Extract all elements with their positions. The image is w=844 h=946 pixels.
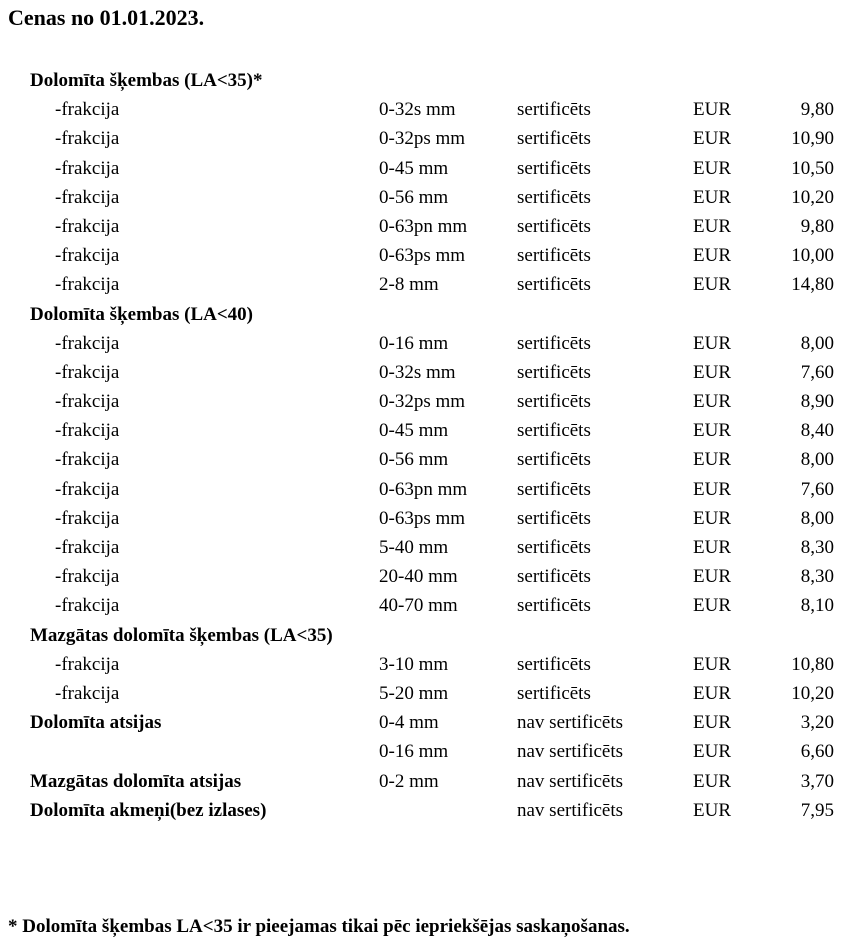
fraction-label: -frakcija bbox=[55, 99, 120, 121]
product-row bbox=[30, 708, 836, 737]
section-heading-text: Dolomīta šķembas (LA<40) bbox=[30, 303, 253, 325]
price-value: 9,80 bbox=[800, 215, 834, 237]
fraction-size: 0-32ps mm bbox=[379, 391, 466, 413]
currency-label: EUR bbox=[693, 391, 731, 413]
section-heading bbox=[30, 66, 836, 95]
fraction-size: 0-56 mm bbox=[379, 449, 449, 471]
price-row bbox=[30, 591, 836, 620]
fraction-size: 0-16 mm bbox=[379, 332, 449, 354]
fraction-size: 20-40 mm bbox=[379, 566, 458, 588]
price-value: 8,30 bbox=[800, 566, 834, 588]
currency-label: EUR bbox=[693, 741, 731, 763]
product-name: Dolomīta atsijas bbox=[30, 712, 162, 734]
certification-status: nav sertificēts bbox=[517, 799, 624, 821]
fraction-size: 0-45 mm bbox=[379, 420, 449, 442]
price-value: 10,50 bbox=[791, 157, 834, 179]
price-value: 10,20 bbox=[791, 186, 834, 208]
fraction-label: -frakcija bbox=[55, 391, 120, 413]
product-size: 0-2 mm bbox=[379, 770, 439, 792]
fraction-size: 40-70 mm bbox=[379, 595, 458, 617]
price-table bbox=[30, 66, 836, 825]
price-row bbox=[30, 416, 836, 445]
fraction-label: -frakcija bbox=[55, 682, 120, 704]
currency-label: EUR bbox=[693, 186, 731, 208]
certification-status: sertificēts bbox=[517, 507, 591, 529]
fraction-size: 0-63ps mm bbox=[379, 507, 466, 529]
price-value: 10,80 bbox=[791, 653, 834, 675]
price-row bbox=[30, 212, 836, 241]
currency-label: EUR bbox=[693, 361, 731, 383]
certification-status: nav sertificēts bbox=[517, 741, 624, 763]
certification-status: sertificēts bbox=[517, 595, 591, 617]
section-heading-text: Dolomīta šķembas (LA<35)* bbox=[30, 70, 263, 91]
certification-status: sertificēts bbox=[517, 420, 591, 442]
certification-status: sertificēts bbox=[517, 245, 591, 267]
fraction-size: 0-32s mm bbox=[379, 99, 456, 121]
price-row bbox=[30, 562, 836, 591]
fraction-label: -frakcija bbox=[55, 215, 120, 237]
fraction-size: 0-63ps mm bbox=[379, 245, 466, 267]
price-row bbox=[30, 329, 836, 358]
fraction-label: -frakcija bbox=[55, 449, 120, 471]
currency-label: EUR bbox=[693, 215, 731, 237]
price-value: 10,00 bbox=[791, 245, 834, 267]
price-value: 8,00 bbox=[800, 332, 834, 354]
price-value: 8,00 bbox=[800, 507, 834, 529]
fraction-size: 5-20 mm bbox=[379, 682, 449, 704]
fraction-size: 3-10 mm bbox=[379, 653, 449, 675]
fraction-label: -frakcija bbox=[55, 507, 120, 529]
price-value: 8,00 bbox=[800, 449, 834, 471]
fraction-label: -frakcija bbox=[55, 361, 120, 383]
fraction-label: -frakcija bbox=[55, 478, 120, 500]
currency-label: EUR bbox=[693, 566, 731, 588]
fraction-label: -frakcija bbox=[55, 128, 120, 150]
page-title: Cenas no 01.01.2023. bbox=[8, 5, 205, 30]
certification-status: sertificēts bbox=[517, 653, 591, 675]
fraction-label: -frakcija bbox=[55, 186, 120, 208]
currency-label: EUR bbox=[693, 507, 731, 529]
product-row bbox=[30, 767, 836, 796]
price-row bbox=[30, 124, 836, 153]
currency-label: EUR bbox=[693, 682, 731, 704]
fraction-label: -frakcija bbox=[55, 566, 120, 588]
fraction-size: 5-40 mm bbox=[379, 537, 449, 558]
certification-status: sertificēts bbox=[517, 215, 591, 237]
certification-status: sertificēts bbox=[517, 449, 591, 471]
certification-status: sertificēts bbox=[517, 186, 591, 208]
price-value: 7,60 bbox=[800, 478, 834, 500]
footnote: * Dolomīta šķembas LA<35 ir pieejamas tikai pēc iepriekšējas saskaņošanas. bbox=[8, 916, 630, 937]
product-size: 0-4 mm bbox=[379, 712, 439, 734]
fraction-size: 0-45 mm bbox=[379, 157, 449, 179]
section-heading-text: Mazgātas dolomīta šķembas (LA<35) bbox=[30, 624, 333, 646]
certification-status: sertificēts bbox=[517, 157, 591, 179]
fraction-label: -frakcija bbox=[55, 245, 120, 267]
fraction-label: -frakcija bbox=[55, 537, 120, 558]
certification-status: nav sertificēts bbox=[517, 770, 624, 792]
certification-status: sertificēts bbox=[517, 566, 591, 588]
fraction-label: -frakcija bbox=[55, 595, 120, 617]
certification-status: sertificēts bbox=[517, 537, 591, 558]
section-heading bbox=[30, 621, 836, 650]
price-row bbox=[30, 358, 836, 387]
price-value: 9,80 bbox=[800, 99, 834, 121]
price-row bbox=[30, 475, 836, 504]
certification-status: sertificēts bbox=[517, 682, 591, 704]
price-row bbox=[30, 95, 836, 124]
fraction-label: -frakcija bbox=[55, 274, 120, 296]
currency-label: EUR bbox=[693, 332, 731, 354]
currency-label: EUR bbox=[693, 245, 731, 267]
price-row bbox=[30, 445, 836, 474]
currency-label: EUR bbox=[693, 157, 731, 179]
price-row bbox=[30, 154, 836, 183]
price-row bbox=[30, 533, 836, 562]
currency-label: EUR bbox=[693, 799, 731, 821]
price-row bbox=[30, 504, 836, 533]
fraction-label: -frakcija bbox=[55, 653, 120, 675]
certification-status: sertificēts bbox=[517, 478, 591, 500]
price-row bbox=[30, 270, 836, 299]
fraction-label: -frakcija bbox=[55, 420, 120, 442]
currency-label: EUR bbox=[693, 595, 731, 617]
certification-status: sertificēts bbox=[517, 99, 591, 121]
fraction-size: 2-8 mm bbox=[379, 274, 439, 296]
price-value: 8,30 bbox=[800, 537, 834, 558]
fraction-size: 0-32s mm bbox=[379, 361, 456, 383]
currency-label: EUR bbox=[693, 712, 731, 734]
currency-label: EUR bbox=[693, 449, 731, 471]
price-row bbox=[30, 679, 836, 708]
currency-label: EUR bbox=[693, 770, 731, 792]
price-value: 8,10 bbox=[800, 595, 834, 617]
price-value: 10,90 bbox=[791, 128, 834, 150]
currency-label: EUR bbox=[693, 274, 731, 296]
price-value: 6,60 bbox=[800, 741, 834, 763]
product-size: 0-16 mm bbox=[379, 741, 449, 763]
price-value: 3,70 bbox=[800, 770, 834, 792]
currency-label: EUR bbox=[693, 128, 731, 150]
currency-label: EUR bbox=[693, 653, 731, 675]
fraction-size: 0-56 mm bbox=[379, 186, 449, 208]
price-row bbox=[30, 183, 836, 212]
currency-label: EUR bbox=[693, 537, 731, 558]
certification-status: nav sertificēts bbox=[517, 712, 624, 734]
price-value: 14,80 bbox=[791, 274, 834, 296]
currency-label: EUR bbox=[693, 99, 731, 121]
certification-status: sertificēts bbox=[517, 391, 591, 413]
price-value: 7,60 bbox=[800, 361, 834, 383]
certification-status: sertificēts bbox=[517, 361, 591, 383]
product-row bbox=[30, 737, 836, 766]
price-value: 10,20 bbox=[791, 682, 834, 704]
product-name: Dolomīta akmeņi(bez izlases) bbox=[30, 799, 267, 821]
currency-label: EUR bbox=[693, 478, 731, 500]
price-row bbox=[30, 387, 836, 416]
currency-label: EUR bbox=[693, 420, 731, 442]
section-heading bbox=[30, 300, 836, 329]
price-value: 3,20 bbox=[800, 712, 834, 734]
fraction-size: 0-32ps mm bbox=[379, 128, 466, 150]
price-value: 8,90 bbox=[800, 391, 834, 413]
fraction-label: -frakcija bbox=[55, 332, 120, 354]
certification-status: sertificēts bbox=[517, 332, 591, 354]
product-name: Mazgātas dolomīta atsijas bbox=[30, 770, 242, 792]
fraction-size: 0-63pn mm bbox=[379, 215, 468, 237]
product-row bbox=[30, 796, 836, 825]
price-value: 8,40 bbox=[800, 420, 834, 442]
fraction-size: 0-63pn mm bbox=[379, 478, 468, 500]
certification-status: sertificēts bbox=[517, 128, 591, 150]
price-row bbox=[30, 650, 836, 679]
price-row bbox=[30, 241, 836, 270]
fraction-label: -frakcija bbox=[55, 157, 120, 179]
certification-status: sertificēts bbox=[517, 274, 591, 296]
price-value: 7,95 bbox=[800, 799, 834, 821]
